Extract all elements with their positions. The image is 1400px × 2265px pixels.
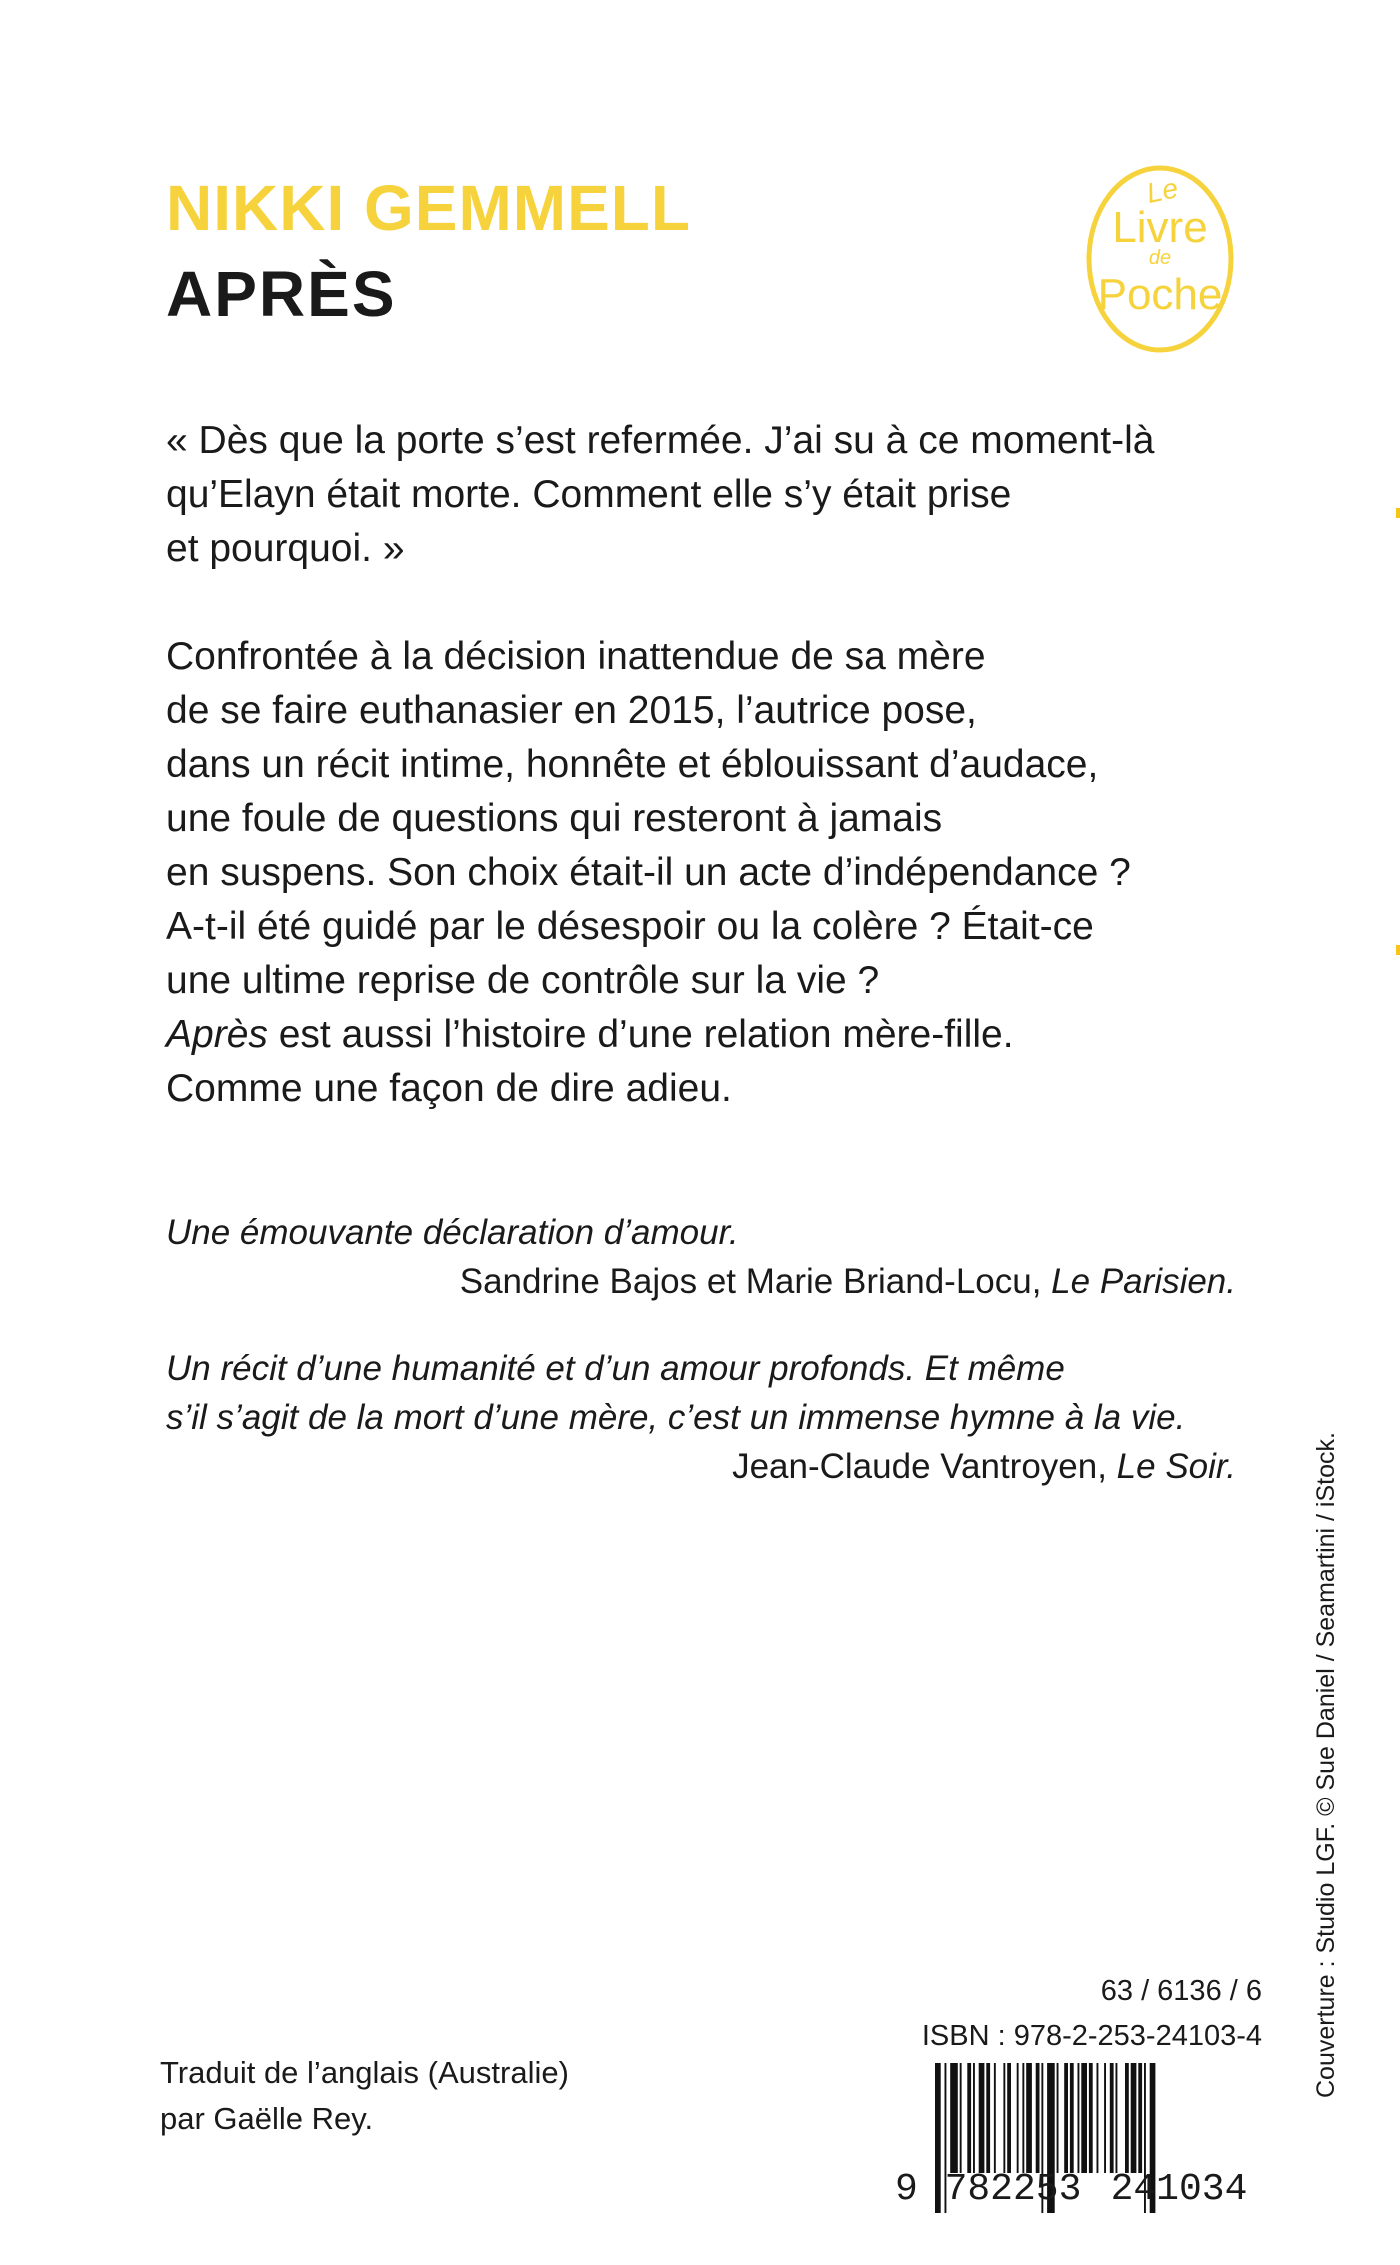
barcode-bar [1138, 2063, 1142, 2173]
barcode-bar [960, 2063, 962, 2173]
barcode-bar [1125, 2063, 1129, 2173]
barcode-bar [1081, 2063, 1087, 2173]
blurb-line: une ultime reprise de contrôle sur la vie ? [166, 959, 880, 1002]
barcode-bar [950, 2063, 958, 2173]
barcode-bar [1070, 2063, 1074, 2173]
barcode-bar [1003, 2063, 1005, 2173]
isbn: ISBN : 978-2-253-24103-4 [921, 2020, 1262, 2052]
cover-credit: Couverture : Studio LGF. © Sue Daniel / Seamartini / iStock. [1312, 1432, 1340, 2098]
barcode-digits [895, 2168, 1265, 2211]
barcode-bar [1064, 2063, 1068, 2173]
barcode-left-group: 782253 [944, 2168, 1082, 2211]
logo-text-livre: Livre [1112, 203, 1208, 252]
review-author: Sandrine Bajos et Marie Briand-Locu, [459, 1262, 1052, 1301]
book-title: APRÈS [166, 258, 397, 330]
blurb-line: A-t-il été guidé par le désespoir ou la colère ? Était-ce [166, 905, 1094, 948]
blurb-line-rest: est aussi l’histoire d’une relation mère-fille. [267, 1013, 1014, 1056]
translation-line: Traduit de l’anglais (Australie) [160, 2055, 569, 2090]
quote-line: qu’Elayn était morte. Comment elle s’y était prise [166, 473, 1012, 516]
review-attribution [166, 1442, 1236, 1491]
barcode-bar [1131, 2063, 1137, 2173]
edge-mark [1396, 508, 1400, 518]
barcode-bar [1007, 2063, 1011, 2173]
edge-mark [1396, 945, 1400, 955]
review-text: s’il s’agit de la mort d’une mère, c’est un immense hymne à la vie. [166, 1398, 1186, 1437]
barcode-bar [1057, 2063, 1059, 2173]
quote-line: et pourquoi. » [166, 527, 405, 570]
barcode-bar [1104, 2063, 1106, 2173]
review-text: Un récit d’une humanité et d’un amour profonds. Et même [166, 1349, 1065, 1388]
blurb-line: dans un récit intime, honnête et éblouissant d’audace, [166, 743, 1099, 786]
barcode-bar [1097, 2063, 1099, 2173]
blurb-line [166, 1008, 1296, 1062]
livre-de-poche-logo [1085, 164, 1235, 354]
blurb-title-italic: Après [166, 1013, 268, 1056]
barcode-right-group: 241034 [1110, 2168, 1248, 2211]
blurb-line: de se faire euthanasier en 2015, l’autrice pose, [166, 689, 977, 732]
logo-text-poche: Poche [1097, 270, 1223, 319]
barcode-bar [1026, 2063, 1032, 2173]
barcode-bar [1078, 2063, 1080, 2173]
review-source: Le Parisien. [1051, 1262, 1236, 1301]
opening-quote [166, 414, 1296, 576]
quote-line: « Dès que la porte s’est refermée. J’ai su à ce moment-là [166, 419, 1155, 462]
press-review [166, 1344, 1236, 1491]
barcode-bar [1089, 2063, 1093, 2173]
author-name: NIKKI GEMMELL [166, 172, 691, 244]
blurb-line: Confrontée à la décision inattendue de sa mère [166, 635, 986, 678]
barcode-bar [1116, 2063, 1118, 2173]
book-description [166, 630, 1296, 1116]
barcode-bar [986, 2063, 990, 2173]
press-review [166, 1208, 1236, 1306]
translation-line: par Gaëlle Rey. [160, 2101, 374, 2136]
logo-text-le: Le [1143, 172, 1181, 209]
review-text: Une émouvante déclaration d’amour. [166, 1213, 739, 1252]
barcode-bar [1017, 2063, 1019, 2173]
blurb-line: une foule de questions qui resteront à jamais [166, 797, 943, 840]
catalog-code: 63 / 6136 / 6 [1100, 1975, 1262, 2007]
barcode-bar [1036, 2063, 1040, 2173]
barcode-bar [979, 2063, 985, 2173]
review-source: Le Soir. [1116, 1447, 1236, 1486]
logo-text-de: de [1148, 247, 1172, 269]
barcode-bar [994, 2063, 996, 2173]
barcode-bar [973, 2063, 975, 2173]
review-attribution [166, 1257, 1236, 1306]
barcode-bar [1022, 2063, 1024, 2173]
blurb-line: Comme une façon de dire adieu. [166, 1067, 732, 1110]
review-author: Jean-Claude Vantroyen, [732, 1447, 1117, 1486]
blurb-line: en suspens. Son choix était-il un acte d’indépendance ? [166, 851, 1131, 894]
barcode-bar [967, 2063, 971, 2173]
translation-credit [160, 2050, 569, 2142]
barcode-bar [1110, 2063, 1114, 2173]
barcode-first-digit: 9 [895, 2168, 918, 2211]
